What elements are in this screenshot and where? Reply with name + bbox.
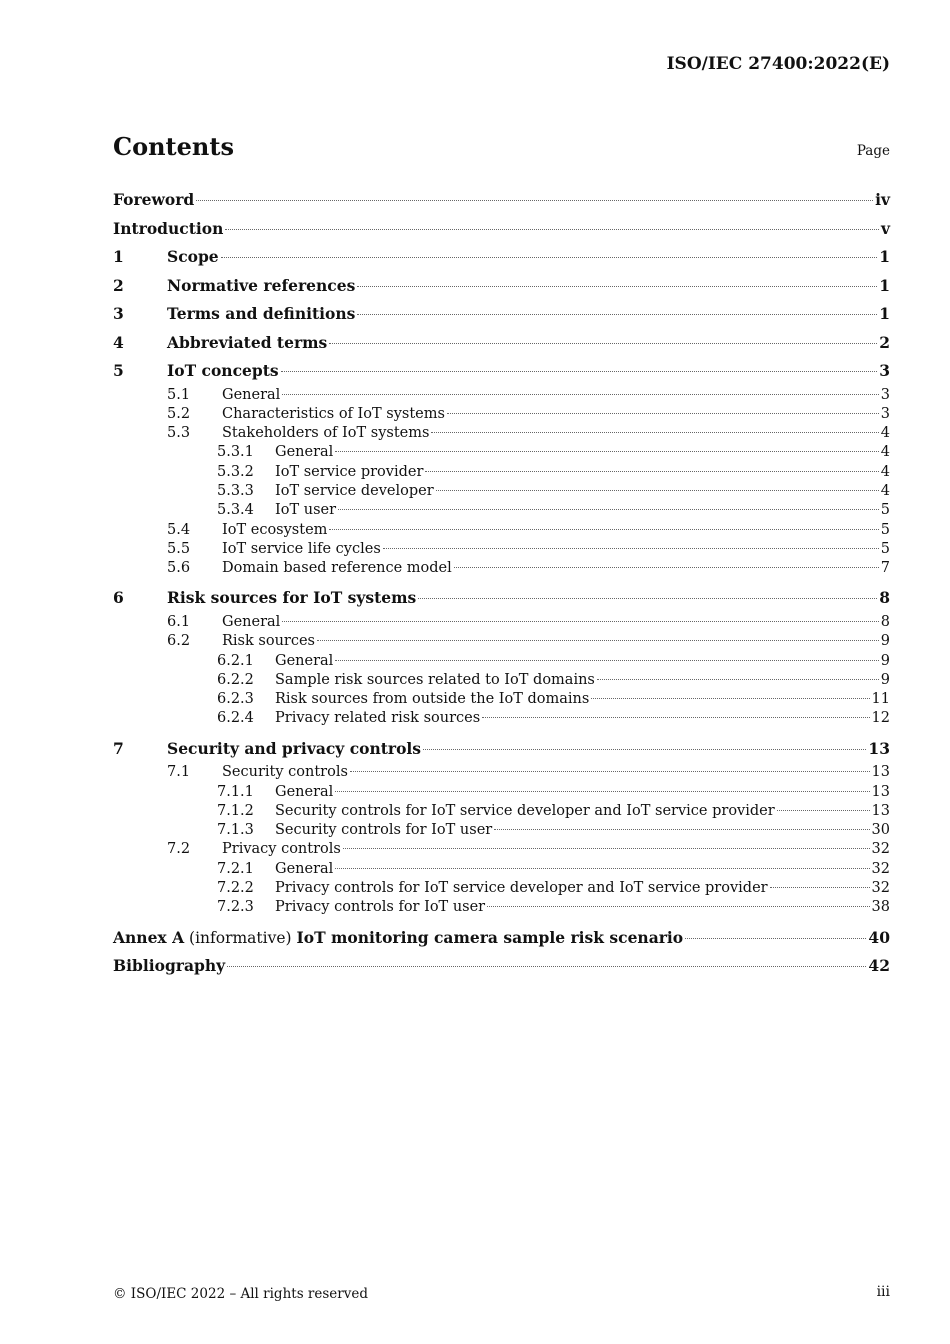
toc-entry-title-text: Privacy controls for IoT service developer and IoT service provider (275, 880, 768, 897)
toc-entry-page: 3 (880, 386, 890, 403)
copyright-notice: © ISO/IEC 2022 – All rights reserved (113, 1286, 368, 1302)
toc-entry-title-text: Scope (167, 247, 219, 266)
toc-entry-title-text: General (275, 860, 334, 877)
toc-entry-number: 7.2.2 (217, 880, 254, 897)
toc-dot-leader (357, 286, 877, 287)
toc-entry-title (275, 463, 423, 482)
toc-entry-number: 7.1.2 (217, 802, 254, 819)
toc-dot-leader (777, 810, 870, 811)
toc-entry-title-text: IoT service developer (275, 482, 434, 499)
toc-entry-page: 40 (868, 927, 890, 947)
toc-entry-number: 5.4 (167, 521, 191, 538)
toc-entry[interactable] (113, 924, 890, 953)
toc-entry-title (275, 443, 333, 462)
toc-entry-page: 13 (871, 802, 890, 819)
toc-entry-title-text: Domain based reference model (222, 560, 452, 577)
toc-dot-leader (423, 749, 866, 750)
toc-entry-number: 7.1.1 (217, 783, 254, 800)
toc-dot-leader (431, 432, 878, 433)
toc-entry-number: 5.3.1 (217, 444, 254, 461)
toc-entry-page: 3 (879, 361, 890, 380)
toc-entry-number: 6.2.2 (217, 671, 254, 688)
toc-entry-page: 38 (871, 899, 890, 916)
toc-dot-leader (281, 371, 878, 372)
toc-entry-page: iv (875, 190, 890, 209)
toc-entry-title (222, 424, 429, 443)
toc-entry-title-text: Security controls for IoT service developer and IoT service provider (275, 802, 775, 819)
toc-entry-title-text: General (275, 652, 334, 669)
toc-dot-leader (597, 679, 879, 680)
toc-entry-number: 6.2.4 (217, 710, 254, 727)
toc-entry-number: 3 (113, 304, 124, 323)
toc-entry-page: 8 (880, 613, 890, 630)
toc-entry[interactable] (113, 821, 890, 840)
toc-entry-title-text: Foreword (113, 190, 195, 209)
toc-dot-leader (335, 660, 878, 661)
toc-entry-page: 3 (880, 405, 890, 422)
toc-dot-leader (335, 451, 878, 452)
toc-entry[interactable] (113, 652, 890, 671)
toc-dot-leader (282, 394, 878, 395)
toc-entry-title (275, 652, 333, 671)
toc-entry-page: 8 (879, 588, 890, 608)
toc-entry[interactable] (113, 898, 890, 917)
toc-entry[interactable] (113, 329, 890, 358)
toc-entry-title (113, 215, 223, 244)
toc-dot-leader (338, 509, 879, 510)
toc-entry[interactable] (113, 783, 890, 802)
toc-entry-page: 32 (871, 841, 890, 858)
toc-entry-title (275, 783, 333, 802)
toc-entry-title (222, 840, 341, 859)
toc-entry[interactable] (113, 763, 890, 782)
toc-entry-title (275, 860, 333, 879)
toc-dot-leader (343, 848, 870, 849)
toc-dot-leader (770, 887, 870, 888)
toc-entry-page: 13 (871, 764, 890, 781)
toc-entry-title (113, 952, 225, 981)
toc-dot-leader (425, 471, 878, 472)
toc-entry-number: 5.2 (167, 405, 191, 422)
toc-entry-title (275, 802, 775, 821)
toc-entry-page: 11 (871, 691, 890, 708)
toc-dot-leader (454, 567, 879, 568)
toc-entry-number: 6.1 (167, 613, 191, 630)
toc-entry-title (222, 405, 445, 424)
toc-entry-page: 4 (880, 444, 890, 461)
toc-entry-title-text: General (222, 613, 281, 630)
toc-entry-title (167, 243, 219, 272)
toc-entry-title-text: Sample risk sources related to IoT domains (275, 671, 595, 688)
toc-entry-title-text: IoT user (275, 502, 337, 519)
toc-dot-leader (685, 938, 866, 939)
toc-entry-page: 5 (880, 521, 890, 538)
toc-entry-number: 7.2 (167, 841, 191, 858)
toc-entry-title-text: Privacy controls for IoT user (275, 899, 486, 916)
table-of-contents (113, 186, 890, 981)
toc-entry-number: 5.6 (167, 560, 191, 577)
toc-entry[interactable] (113, 584, 890, 613)
toc-entry[interactable] (113, 540, 890, 559)
toc-entry[interactable] (113, 215, 890, 244)
toc-dot-leader (487, 906, 869, 907)
toc-dot-leader (418, 598, 877, 599)
toc-entry-page: 9 (880, 671, 890, 688)
toc-entry-title-text: Risk sources from outside the IoT domains (275, 691, 590, 708)
toc-entry[interactable] (113, 405, 890, 424)
toc-entry-number: 6.2.1 (217, 652, 254, 669)
toc-entry-page: 1 (879, 275, 890, 295)
toc-entry-number: 5.3.2 (217, 463, 254, 480)
toc-entry-number: 7.2.3 (217, 899, 254, 916)
toc-entry-title (222, 386, 280, 405)
toc-entry-title-text: Security and privacy controls (167, 738, 422, 758)
toc-entry[interactable] (113, 521, 890, 540)
toc-entry-page: 4 (880, 482, 890, 499)
toc-dot-leader (335, 791, 869, 792)
toc-entry[interactable] (113, 879, 890, 898)
toc-entry[interactable] (113, 482, 890, 501)
toc-entry-title (222, 613, 280, 632)
toc-entry-title-text: Privacy related risk sources (275, 710, 481, 727)
toc-entry-page: 1 (879, 247, 890, 266)
toc-entry-title (275, 821, 492, 840)
toc-entry-title (222, 632, 315, 651)
toc-entry-number: 6.2 (167, 633, 191, 650)
toc-entry-page: 9 (880, 633, 890, 650)
toc-entry-title-text: Security controls for IoT user (275, 822, 493, 839)
toc-dot-leader (447, 413, 879, 414)
toc-entry-title-text: IoT service life cycles (222, 540, 381, 557)
toc-entry-number: 5.3.3 (217, 482, 254, 499)
toc-entry-title-text: Characteristics of IoT systems (222, 405, 445, 422)
toc-entry-title (275, 690, 589, 709)
toc-entry-title (275, 879, 768, 898)
toc-entry-title-text: Risk sources for IoT systems (167, 588, 417, 608)
toc-entry-page: 30 (871, 822, 890, 839)
toc-entry-page: 7 (880, 560, 890, 577)
toc-entry-page: 12 (871, 710, 890, 727)
toc-entry-title-text: Annex A (113, 927, 185, 947)
toc-entry[interactable] (113, 735, 890, 764)
toc-entry-title-text: Security controls (222, 764, 348, 781)
toc-entry-title (222, 559, 452, 578)
toc-entry-title-text: Normative references (167, 275, 356, 295)
toc-entry-title (167, 357, 279, 386)
toc-dot-leader (196, 200, 873, 201)
toc-dot-leader (482, 717, 869, 718)
toc-entry-title-text: IoT concepts (167, 361, 279, 380)
toc-entry-title (275, 709, 480, 728)
toc-entry-number: 5.3.4 (217, 502, 254, 519)
toc-entry-page: 4 (880, 463, 890, 480)
toc-entry[interactable] (113, 952, 890, 981)
contents-title: Contents (113, 132, 234, 161)
toc-entry-number: 7.1 (167, 764, 191, 781)
toc-entry[interactable] (113, 424, 890, 443)
toc-entry-title-text: Risk sources (222, 633, 315, 650)
toc-entry-number: 6.2.3 (217, 691, 254, 708)
toc-entry-page: 13 (868, 738, 890, 758)
toc-entry-title-text: General (222, 386, 281, 403)
toc-entry[interactable] (113, 300, 890, 329)
toc-entry-annex-title: IoT monitoring camera sample risk scenario (296, 927, 684, 947)
toc-entry-title (222, 763, 348, 782)
toc-entry-title (113, 924, 683, 953)
toc-entry[interactable] (113, 243, 890, 272)
toc-entry[interactable] (113, 709, 890, 728)
toc-entry[interactable] (113, 501, 890, 520)
toc-entry-title (167, 329, 327, 358)
toc-entry-title (113, 186, 194, 215)
toc-entry-number: 1 (113, 247, 124, 266)
toc-entry-title (167, 735, 421, 764)
toc-entry[interactable] (113, 690, 890, 709)
toc-entry[interactable] (113, 186, 890, 215)
toc-entry-title-text: Stakeholders of IoT systems (222, 425, 430, 442)
toc-entry-title-text: Abbreviated terms (167, 332, 328, 352)
toc-entry[interactable] (113, 613, 890, 632)
toc-entry[interactable] (113, 671, 890, 690)
toc-entry-number: 7.1.3 (217, 822, 254, 839)
toc-entry-page: 42 (868, 956, 890, 976)
toc-entry-title (275, 898, 485, 917)
toc-entry-title (167, 272, 355, 301)
toc-entry-title (222, 540, 381, 559)
toc-entry[interactable] (113, 357, 890, 386)
toc-entry-page: 13 (871, 783, 890, 800)
toc-entry-number: 2 (113, 275, 124, 295)
toc-entry-title-text: Terms and definitions (167, 304, 356, 323)
toc-entry-title (275, 482, 434, 501)
toc-entry[interactable] (113, 632, 890, 651)
toc-entry-number: 5 (113, 361, 124, 380)
toc-dot-leader (357, 314, 877, 315)
toc-entry-page: 5 (880, 502, 890, 519)
toc-entry-title (275, 671, 595, 690)
toc-entry[interactable] (113, 840, 890, 859)
toc-dot-leader (591, 698, 869, 699)
toc-dot-leader (329, 343, 877, 344)
toc-entry-number: 7 (113, 738, 124, 758)
toc-entry-page: 5 (880, 540, 890, 557)
toc-entry-number: 4 (113, 332, 124, 352)
toc-dot-leader (494, 829, 869, 830)
toc-entry[interactable] (113, 802, 890, 821)
toc-entry-title-text: IoT service provider (275, 463, 424, 480)
toc-entry[interactable] (113, 559, 890, 578)
toc-entry-number: 5.1 (167, 386, 191, 403)
toc-entry-page: v (880, 218, 890, 238)
toc-entry-title (167, 300, 355, 329)
toc-entry-title-text: Introduction (113, 218, 224, 238)
toc-entry-title (167, 584, 416, 613)
toc-entry-page: 1 (879, 304, 890, 323)
toc-entry-page: 4 (880, 425, 890, 442)
toc-entry[interactable] (113, 386, 890, 405)
toc-entry[interactable] (113, 272, 890, 301)
toc-dot-leader (329, 529, 878, 530)
toc-entry-page: 32 (871, 880, 890, 897)
toc-entry-title-text: Privacy controls (222, 841, 341, 858)
toc-entry-number: 7.2.1 (217, 860, 254, 877)
toc-entry-page: 2 (879, 332, 890, 352)
document-id: ISO/IEC 27400:2022(E) (666, 54, 890, 74)
toc-entry[interactable] (113, 463, 890, 482)
toc-entry-title-text: General (275, 444, 334, 461)
toc-entry-title-text: IoT ecosystem (222, 521, 328, 538)
toc-dot-leader (225, 229, 879, 230)
toc-entry-number: 6 (113, 588, 124, 608)
toc-entry-number: 5.5 (167, 540, 191, 557)
toc-dot-leader (317, 640, 879, 641)
toc-entry[interactable] (113, 860, 890, 879)
toc-entry-title (275, 501, 336, 520)
page-number: iii (876, 1284, 890, 1300)
toc-entry[interactable] (113, 443, 890, 462)
toc-dot-leader (227, 966, 866, 967)
toc-dot-leader (282, 621, 878, 622)
toc-dot-leader (335, 868, 869, 869)
toc-entry-number: 5.3 (167, 425, 191, 442)
toc-entry-page: 32 (871, 860, 890, 877)
toc-entry-title-text: Bibliography (113, 956, 226, 976)
toc-dot-leader (436, 490, 879, 491)
toc-entry-page: 9 (880, 652, 890, 669)
toc-entry-title-text: General (275, 783, 334, 800)
toc-dot-leader (350, 771, 870, 772)
page-column-label: Page (856, 143, 890, 159)
toc-dot-leader (383, 548, 879, 549)
toc-entry-annex-type: (informative) (184, 928, 297, 947)
toc-dot-leader (221, 257, 878, 258)
toc-entry-title (222, 521, 327, 540)
